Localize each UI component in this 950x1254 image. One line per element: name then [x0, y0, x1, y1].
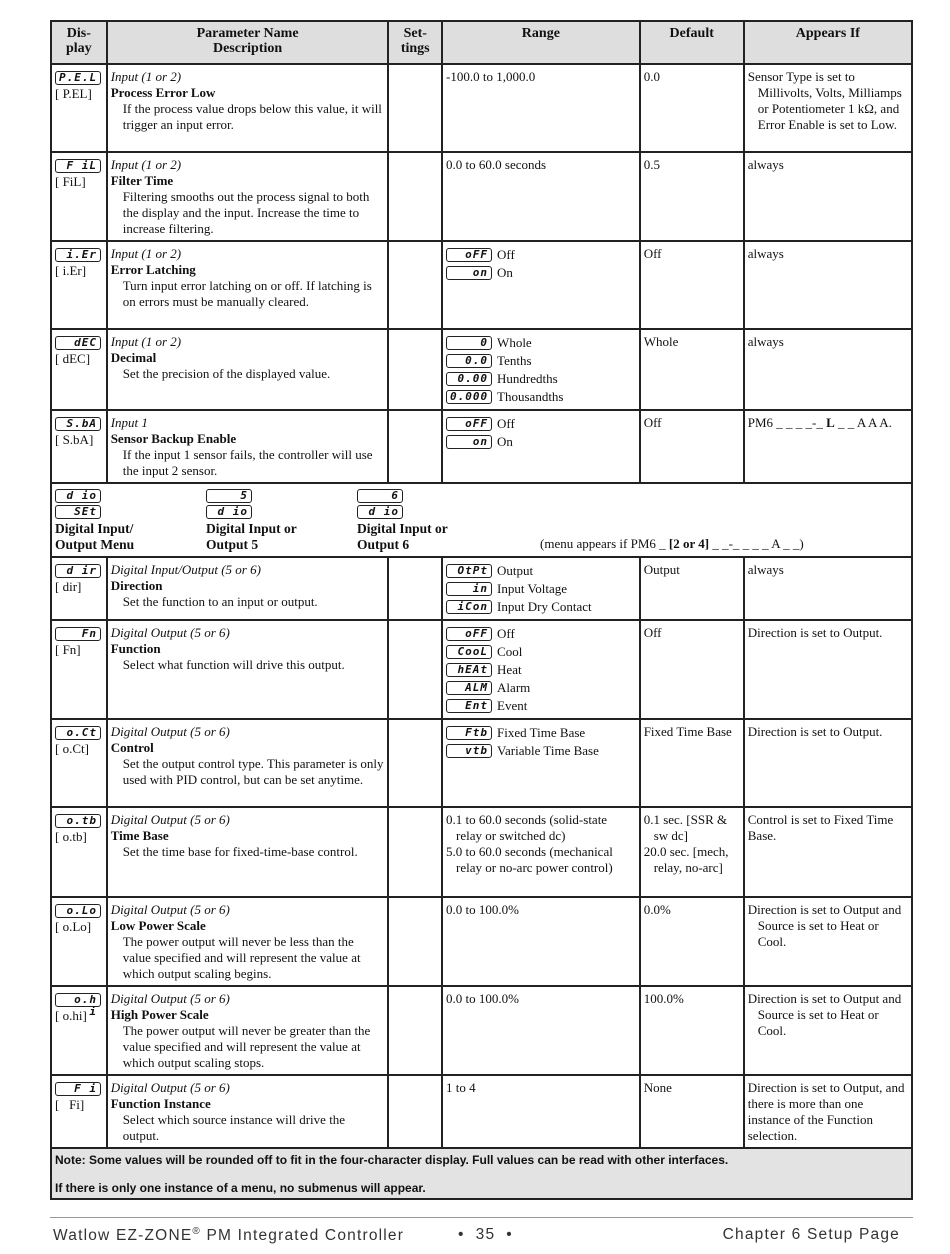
option-item — [446, 580, 636, 598]
lcd-display: o.tb — [55, 814, 101, 828]
parameter-cell — [107, 986, 389, 1075]
display-alias: [ dEC] — [55, 351, 91, 367]
range-cell: -100.0 to 1,000.0 — [442, 64, 640, 152]
menu-label: Output 5 — [206, 537, 259, 552]
table-header-row — [51, 21, 912, 64]
lcd-option: ALM — [446, 681, 492, 695]
default-line: 0.1 sec. [SSR & sw dc] — [643, 812, 728, 843]
menu-note-suffix: _ _-_ _ _ _ A _ _) — [709, 536, 804, 551]
range-line: 5.0 to 60.0 seconds (mechanical relay or no-arc power control) — [446, 844, 613, 875]
lcd-menu: 5 — [206, 489, 252, 503]
lcd-menu: 6 — [357, 489, 403, 503]
parameter-category: Digital Output (5 or 6) — [110, 991, 230, 1006]
lcd-option: Ent — [446, 699, 492, 713]
table-row — [51, 329, 912, 410]
option-label: Alarm — [497, 680, 531, 695]
option-item — [446, 246, 636, 264]
table-row — [51, 241, 912, 329]
parameter-name: Process Error Low — [110, 85, 216, 100]
note-submenus: If there is only one instance of a menu, no submenus will appear. — [55, 1181, 426, 1195]
parameter-cell — [107, 1075, 389, 1148]
settings-cell — [388, 986, 442, 1075]
parameter-description: Turn input error latching on or off. If latching is on errors must be manually cleared. — [122, 278, 372, 309]
range-cell — [442, 241, 640, 329]
lcd-option: vtb — [446, 744, 492, 758]
lcd-option: Ftb — [446, 726, 492, 740]
default-cell: Off — [640, 241, 744, 329]
range-cell — [442, 329, 640, 410]
parameter-cell — [107, 557, 389, 620]
default-cell: Whole — [640, 329, 744, 410]
display-alias: [ Fn] — [55, 642, 81, 658]
lcd-option: OtPt — [446, 564, 492, 578]
table-row — [51, 897, 912, 986]
parameter-cell — [107, 410, 389, 483]
menu-block-output-6 — [357, 489, 507, 553]
option-label: Fixed Time Base — [497, 725, 586, 740]
appears-if-cell: always — [744, 152, 912, 241]
range-cell: 0.0 to 100.0% — [442, 986, 640, 1075]
default-text: Fixed Time Base — [643, 724, 732, 739]
parameter-category: Input (1 or 2) — [110, 246, 182, 261]
option-label: Off — [497, 626, 515, 641]
range-cell — [442, 557, 640, 620]
lcd-menu: SEt — [55, 505, 101, 519]
range-cell — [442, 719, 640, 807]
menu-heading-row — [51, 483, 912, 557]
default-line: 20.0 sec. [mech, relay, no-arc] — [643, 844, 729, 875]
display-alias: [ S.bA] — [55, 432, 94, 448]
display-alias: [ dir] — [55, 579, 82, 595]
lcd-option: oFF — [446, 417, 492, 431]
display-cell — [51, 807, 107, 897]
default-cell: 0.0% — [640, 897, 744, 986]
appears-if-cell: Direction is set to Output. — [744, 719, 912, 807]
appears-if-cell: Direction is set to Output, and there is more than one instance of the Function selection. — [744, 1075, 912, 1148]
default-cell: None — [640, 1075, 744, 1148]
menu-appears-note — [540, 536, 804, 552]
parameter-cell — [107, 719, 389, 807]
appears-if-bold: L — [826, 415, 835, 430]
appears-if-text: Direction is set to Output and Source is set to Heat or Cool. — [747, 902, 902, 949]
parameter-name: Error Latching — [110, 262, 196, 277]
option-label: Tenths — [497, 353, 532, 368]
option-label: Output — [497, 563, 534, 578]
display-alias: [ o.Ct] — [55, 741, 89, 757]
option-item — [446, 697, 636, 715]
menu-note-bold: [2 or 4] — [668, 536, 710, 551]
parameter-category: Input (1 or 2) — [110, 69, 182, 84]
header-parameter-name: Parameter Name — [196, 26, 299, 41]
option-label: Whole — [497, 335, 532, 350]
option-label: On — [497, 434, 513, 449]
lcd-menu: d io — [55, 489, 101, 503]
lcd-menu: d io — [206, 505, 252, 519]
parameter-category: Input (1 or 2) — [110, 157, 182, 172]
parameter-table — [50, 20, 913, 1200]
lcd-option: oFF — [446, 627, 492, 641]
option-label: Event — [497, 698, 528, 713]
menu-note-prefix: (menu appears if PM6 _ — [540, 536, 669, 551]
parameter-description: The power output will never be less than the value specified and will represent the value at which output scaling begins. — [122, 934, 361, 981]
default-cell: 0.5 — [640, 152, 744, 241]
parameter-name: Direction — [110, 578, 163, 593]
option-item — [446, 433, 636, 451]
menu-label: Digital Input or — [206, 521, 297, 536]
parameter-category: Digital Output (5 or 6) — [110, 812, 230, 827]
lcd-display: F i — [55, 1082, 101, 1096]
option-label: Variable Time Base — [497, 743, 599, 758]
range-cell: 0.0 to 60.0 seconds — [442, 152, 640, 241]
table-row — [51, 719, 912, 807]
appears-if-cell — [744, 410, 912, 483]
default-cell: Off — [640, 410, 744, 483]
appears-if-cell — [744, 897, 912, 986]
parameter-name: Time Base — [110, 828, 169, 843]
settings-cell — [388, 241, 442, 329]
display-cell — [51, 1075, 107, 1148]
menu-label: Digital Input or — [357, 521, 448, 536]
table-row — [51, 557, 912, 620]
parameter-category: Digital Output (5 or 6) — [110, 625, 230, 640]
parameter-description: Filtering smooths out the process signal to both the display and the input. Increase the time to increase filtering. — [122, 189, 370, 236]
notes-row — [51, 1148, 912, 1199]
parameter-category: Input 1 — [110, 415, 148, 430]
menu-label: Output Menu — [55, 537, 135, 552]
menu-label: Digital Input/ — [55, 521, 134, 536]
option-item — [446, 661, 636, 679]
settings-cell — [388, 410, 442, 483]
lcd-option: 0.0 — [446, 354, 492, 368]
display-cell — [51, 557, 107, 620]
parameter-description: Select which source instance will drive the output. — [122, 1112, 346, 1143]
parameter-name: Low Power Scale — [110, 918, 206, 933]
lcd-option: 0.00 — [446, 372, 492, 386]
parameter-description: The power output will never be greater than the value specified and will represent the value at which output scaling stops. — [122, 1023, 371, 1070]
footer-brand: Watlow EZ-ZONE — [53, 1227, 193, 1245]
appears-if-cell: Direction is set to Output. — [744, 620, 912, 719]
parameter-description: If the process value drops below this value, it will trigger an input error. — [122, 101, 382, 132]
option-item — [446, 264, 636, 282]
lcd-option: CooL — [446, 645, 492, 659]
appears-if-cell: always — [744, 329, 912, 410]
appears-if-prefix: PM6 _ _ _ _-_ — [747, 415, 827, 430]
appears-if-cell: always — [744, 557, 912, 620]
default-cell: 100.0% — [640, 986, 744, 1075]
parameter-name: Control — [110, 740, 154, 755]
parameter-description: Select what function will drive this output. — [122, 657, 345, 672]
parameter-category: Digital Input/Output (5 or 6) — [110, 562, 261, 577]
option-label: Off — [497, 416, 515, 431]
display-cell — [51, 329, 107, 410]
display-alias: [ P.EL] — [55, 86, 92, 102]
footer-product — [53, 1226, 404, 1245]
option-label: Hundredths — [497, 371, 558, 386]
option-label: On — [497, 265, 513, 280]
lcd-option: on — [446, 435, 492, 449]
settings-cell — [388, 719, 442, 807]
default-cell — [640, 807, 744, 897]
option-label: Cool — [497, 644, 523, 659]
lcd-menu: d io — [357, 505, 403, 519]
appears-if-cell — [744, 64, 912, 152]
table-row — [51, 64, 912, 152]
lcd-display: dEC — [55, 336, 101, 350]
menu-block-dio — [55, 489, 205, 553]
settings-cell — [388, 807, 442, 897]
parameter-description: Set the function to an input or output. — [122, 594, 318, 609]
parameter-cell — [107, 241, 389, 329]
lcd-display: d ir — [55, 564, 101, 578]
default-cell: Off — [640, 620, 744, 719]
appears-if-text: Sensor Type is set to Millivolts, Volts, Milliamps or Potentiometer 1 kΩ, and Error Enable is set to Low. — [747, 69, 902, 132]
header-parameter — [107, 21, 389, 64]
parameter-name: Sensor Backup Enable — [110, 431, 237, 446]
parameter-cell — [107, 329, 389, 410]
display-cell — [51, 897, 107, 986]
option-item — [446, 352, 636, 370]
settings-cell — [388, 329, 442, 410]
lcd-display: Fn — [55, 627, 101, 641]
header-display: Dis- play — [51, 21, 107, 64]
notes-cell — [51, 1148, 912, 1199]
header-default: Default — [640, 21, 744, 64]
lcd-display: S.bA — [55, 417, 101, 431]
option-label: Input Voltage — [497, 581, 567, 596]
lcd-option: iCon — [446, 600, 492, 614]
default-cell — [640, 719, 744, 807]
parameter-description: If the input 1 sensor fails, the controller will use the input 2 sensor. — [122, 447, 373, 478]
parameter-description: Set the output control type. This parameter is only used with PID control, but can be set anytime. — [122, 756, 384, 787]
settings-cell — [388, 64, 442, 152]
settings-cell — [388, 897, 442, 986]
menu-block-output-5 — [206, 489, 356, 553]
display-cell — [51, 620, 107, 719]
display-alias: [ Fi] — [55, 1097, 85, 1113]
parameter-name: Function Instance — [110, 1096, 211, 1111]
lcd-display: i.Er — [55, 248, 101, 262]
registered-mark: ® — [192, 1226, 201, 1237]
footer-chapter: Chapter 6 Setup Page — [722, 1226, 900, 1243]
option-item — [446, 334, 636, 352]
option-label: Input Dry Contact — [497, 599, 592, 614]
parameter-category: Digital Output (5 or 6) — [110, 902, 230, 917]
option-item — [446, 598, 636, 616]
display-cell — [51, 152, 107, 241]
appears-if-cell — [744, 986, 912, 1075]
display-alias: [ o.tb] — [55, 829, 87, 845]
footer-page-number: • 35 • — [458, 1226, 513, 1243]
parameter-cell — [107, 897, 389, 986]
range-cell: 1 to 4 — [442, 1075, 640, 1148]
parameter-name: Decimal — [110, 350, 157, 365]
parameter-cell — [107, 620, 389, 719]
lcd-option: on — [446, 266, 492, 280]
lcd-display: F iL — [55, 159, 101, 173]
table-row — [51, 807, 912, 897]
display-cell — [51, 64, 107, 152]
range-line: 0.1 to 60.0 seconds (solid-state relay or switched dc) — [446, 812, 608, 843]
page-footer — [53, 1226, 900, 1246]
parameter-category: Digital Output (5 or 6) — [110, 724, 230, 739]
parameter-name: High Power Scale — [110, 1007, 209, 1022]
lcd-display: o.h i — [55, 993, 101, 1007]
header-parameter-description: Description — [212, 41, 283, 56]
parameter-name: Function — [110, 641, 161, 656]
option-item — [446, 742, 636, 760]
range-cell — [442, 807, 640, 897]
option-item — [446, 643, 636, 661]
option-item — [446, 415, 636, 433]
range-cell: 0.0 to 100.0% — [442, 897, 640, 986]
parameter-cell — [107, 807, 389, 897]
range-cell — [442, 620, 640, 719]
option-item — [446, 388, 636, 406]
option-item — [446, 562, 636, 580]
settings-cell — [388, 557, 442, 620]
parameter-cell — [107, 64, 389, 152]
default-cell: 0.0 — [640, 64, 744, 152]
settings-cell — [388, 152, 442, 241]
lcd-option: 0.000 — [446, 390, 492, 404]
header-range: Range — [442, 21, 640, 64]
option-label: Off — [497, 247, 515, 262]
range-cell — [442, 410, 640, 483]
display-alias: [ o.hi] — [55, 1008, 87, 1024]
display-cell — [51, 719, 107, 807]
appears-if-text: Direction is set to Output and Source is set to Heat or Cool. — [747, 991, 902, 1038]
lcd-option: oFF — [446, 248, 492, 262]
menu-label: Output 6 — [357, 537, 410, 552]
display-alias: [ FiL] — [55, 174, 86, 190]
display-cell — [51, 410, 107, 483]
display-cell — [51, 241, 107, 329]
lcd-display: P.E.L — [55, 71, 101, 85]
appears-if-cell: Control is set to Fixed Time Base. — [744, 807, 912, 897]
default-cell: Output — [640, 557, 744, 620]
footer-divider — [50, 1217, 913, 1218]
lcd-option: 0 — [446, 336, 492, 350]
display-alias: [ o.Lo] — [55, 919, 92, 935]
settings-cell — [388, 1075, 442, 1148]
parameter-description: Set the precision of the displayed value. — [122, 366, 331, 381]
display-cell — [51, 986, 107, 1075]
display-alias: [ i.Er] — [55, 263, 87, 279]
menu-heading-cell — [51, 483, 912, 557]
option-label: Thousandths — [497, 389, 564, 404]
table-row — [51, 620, 912, 719]
header-appears-if: Appears If — [744, 21, 912, 64]
option-label: Heat — [497, 662, 522, 677]
parameter-name: Filter Time — [110, 173, 174, 188]
option-item — [446, 724, 636, 742]
parameter-cell — [107, 152, 389, 241]
option-item — [446, 679, 636, 697]
lcd-display: o.Lo — [55, 904, 101, 918]
parameter-category: Input (1 or 2) — [110, 334, 182, 349]
footer-product-name: PM Integrated Controller — [200, 1227, 405, 1245]
header-settings: Set- tings — [388, 21, 442, 64]
parameter-description: Set the time base for fixed-time-base control. — [122, 844, 358, 859]
table-row — [51, 410, 912, 483]
lcd-option: in — [446, 582, 492, 596]
appears-if-suffix: _ _ A A A. — [834, 415, 892, 430]
option-item — [446, 625, 636, 643]
table-row — [51, 1075, 912, 1148]
lcd-display: o.Ct — [55, 726, 101, 740]
lcd-option: hEAt — [446, 663, 492, 677]
note-rounding: Note: Some values will be rounded off to fit in the four-character display. Full values can be read with other interfaces. — [55, 1153, 729, 1167]
option-item — [446, 370, 636, 388]
table-row — [51, 986, 912, 1075]
parameter-category: Digital Output (5 or 6) — [110, 1080, 230, 1095]
table-row — [51, 152, 912, 241]
appears-if-cell: always — [744, 241, 912, 329]
settings-cell — [388, 620, 442, 719]
